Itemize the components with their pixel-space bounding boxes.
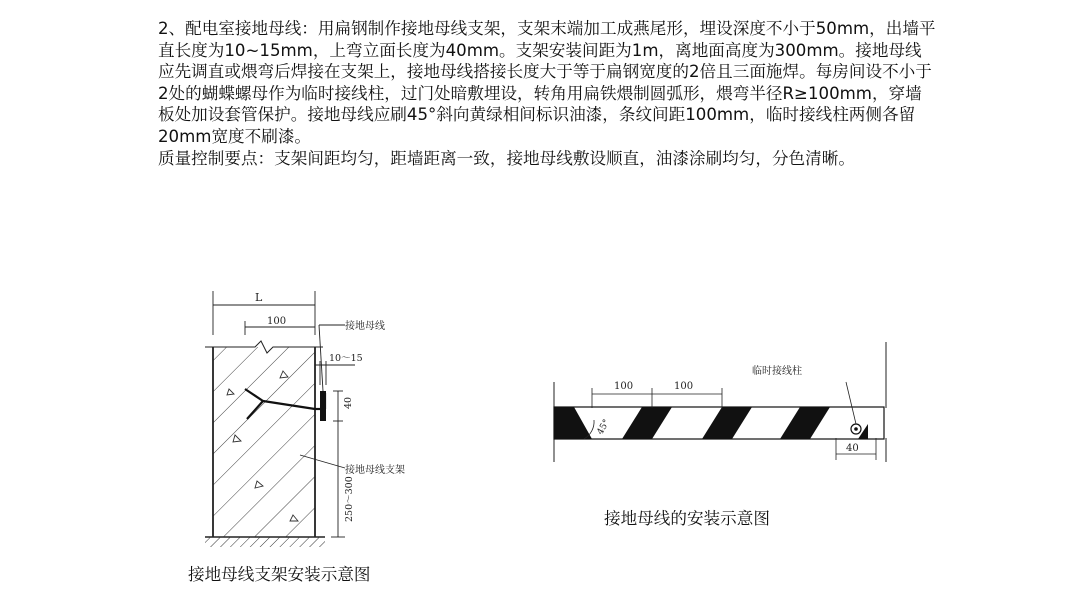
caption-busbar-diagram: 接地母线的安装示意图 [604, 509, 770, 528]
dim-100-a: 100 [614, 381, 634, 392]
angle-45: 45° [595, 417, 613, 437]
dim-100-b: 100 [674, 381, 694, 392]
dim-L: L [255, 291, 263, 304]
dim-250-300: 250～300 [344, 476, 355, 522]
label-terminal: 临时接线柱 [752, 366, 802, 377]
dim-10-15: 10～15 [329, 353, 363, 364]
dim-40: 40 [343, 396, 354, 409]
dim-40-right: 40 [846, 443, 859, 454]
wall-section [213, 347, 315, 537]
body-text [158, 18, 938, 169]
busbar-section [320, 391, 326, 421]
busbar-marking-diagram [540, 342, 900, 472]
paragraph-busbar-spec: 2、配电室接地母线：用扁钢制作接地母线支架，支架末端加工成燕尾形，埋设深度不小于50mm，出墙平直长度为10~15mm，上弯立面长度为40mm。支架安装间距为1m，离地面高度为300mm。接地母线应先调直或煨弯后焊接在支架上，接地母线搭接长度大于等于扁钢宽度的2倍且三面施焊。每房间设不小于2处的蝴蝶螺母作为临时接线柱，过门处暗敷埋设，转角用扁铁煨制圆弧形，煨弯半径R≥100mm，穿墙板处加设套管保护。接地母线应刷45°斜向黄绿相间标识油漆，条纹间距100mm，临时接线柱两侧各留20mm宽度不刷漆。 [158, 19, 936, 146]
label-busbar: 接地母线 [345, 321, 385, 332]
dim-100: 100 [267, 316, 287, 327]
label-bracket: 接地母线支架 [345, 465, 405, 476]
bracket-installation-diagram [195, 285, 435, 560]
ground-hatch [205, 537, 325, 547]
paragraph-quality-points: 质量控制要点：支架间距均匀，距墙距离一致，接地母线敷设顺直，油漆涂刷均匀，分色清晰。 [158, 148, 855, 168]
caption-bracket-diagram: 接地母线支架安装示意图 [188, 565, 371, 584]
